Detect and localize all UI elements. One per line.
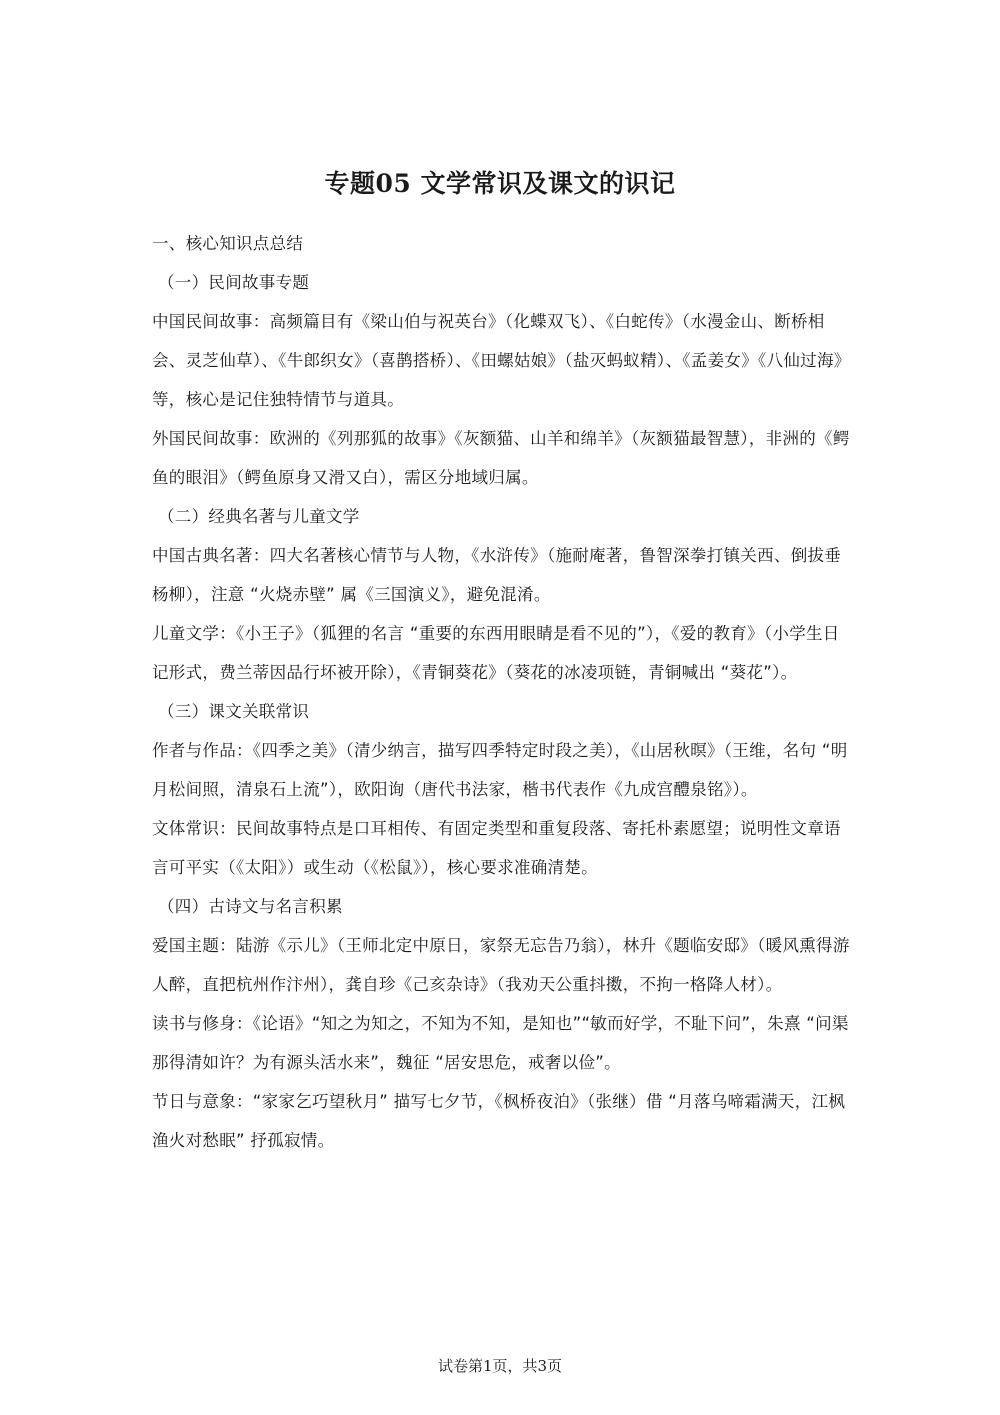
paragraph: 爱国主题：陆游《示儿》（王师北定中原日，家祭无忘告乃翁），林升《题临安邸》（暖风熏得游人醉，直把杭州作汴州），龚自珍《己亥杂诗》（我劝天公重抖擞，不拘一格降人材）。 bbox=[152, 936, 850, 994]
subsection-heading: （三）课文关联常识 bbox=[158, 702, 310, 721]
subsection-heading: （一）民间故事专题 bbox=[158, 273, 310, 292]
paragraph: 文体常识：民间故事特点是口耳相传、有固定类型和重复段落、寄托朴素愿望；说明性文章语言可平实（《太阳》）或生动（《松鼠》），核心要求准确清楚。 bbox=[152, 819, 841, 877]
paragraph: 外国民间故事：欧洲的《列那狐的故事》《灰额猫、山羊和绵羊》（灰额猫最智慧），非洲的《鳄鱼的眼泪》（鳄鱼原身又滑又白），需区分地域归属。 bbox=[152, 429, 850, 487]
page-footer: 试卷第1页，共3页 bbox=[437, 1357, 563, 1375]
paragraph: 中国民间故事：高频篇目有《梁山伯与祝英台》（化蝶双飞）、《白蛇传》（水漫金山、断桥相会、灵芝仙草）、《牛郎织女》（喜鹊搭桥）、《田螺姑娘》（盐灭蚂蚁精）、《孟姜女》《八仙过海》等，核心是记住独特情节与道具。 bbox=[152, 312, 851, 409]
subsection-heading: （四）古诗文与名言积累 bbox=[158, 897, 343, 916]
subsection-heading: （二）经典名著与儿童文学 bbox=[158, 507, 360, 526]
section-heading: 一、核心知识点总结 bbox=[152, 234, 304, 253]
paragraph: 读书与修身：《论语》“知之为知之，不知为不知，是知也”“敏而好学，不耻下问”，朱熹 “问渠那得清如许？为有源头活水来”，魏征 “居安思危，戒奢以俭”。 bbox=[152, 1014, 849, 1072]
paragraph: 中国古典名著：四大名著核心情节与人物，《水浒传》（施耐庵著，鲁智深拳打镇关西、倒拔垂杨柳），注意 “火烧赤壁” 属《三国演义》，避免混淆。 bbox=[152, 546, 842, 604]
paragraph: 儿童文学：《小王子》（狐狸的名言 “重要的东西用眼睛是看不见的”），《爱的教育》（小学生日记形式，费兰蒂因品行坏被开除），《青铜葵花》（葵花的冰凌项链，青铜喊出 “葵花”）。 bbox=[152, 624, 840, 682]
paragraph: 作者与作品：《四季之美》（清少纳言，描写四季特定时段之美），《山居秋暝》（王维，名句 “明月松间照，清泉石上流”），欧阳询（唐代书法家，楷书代表作《九成宫醴泉铭》）。 bbox=[152, 741, 848, 799]
document-body bbox=[152, 224, 852, 1160]
paragraph: 节日与意象：“家家乞巧望秋月” 描写七夕节，《枫桥夜泊》（张继）借 “月落乌啼霜满天，江枫渔火对愁眠” 抒孤寂情。 bbox=[152, 1092, 846, 1150]
document-title: 专题05 文学常识及课文的识记 bbox=[324, 169, 676, 198]
